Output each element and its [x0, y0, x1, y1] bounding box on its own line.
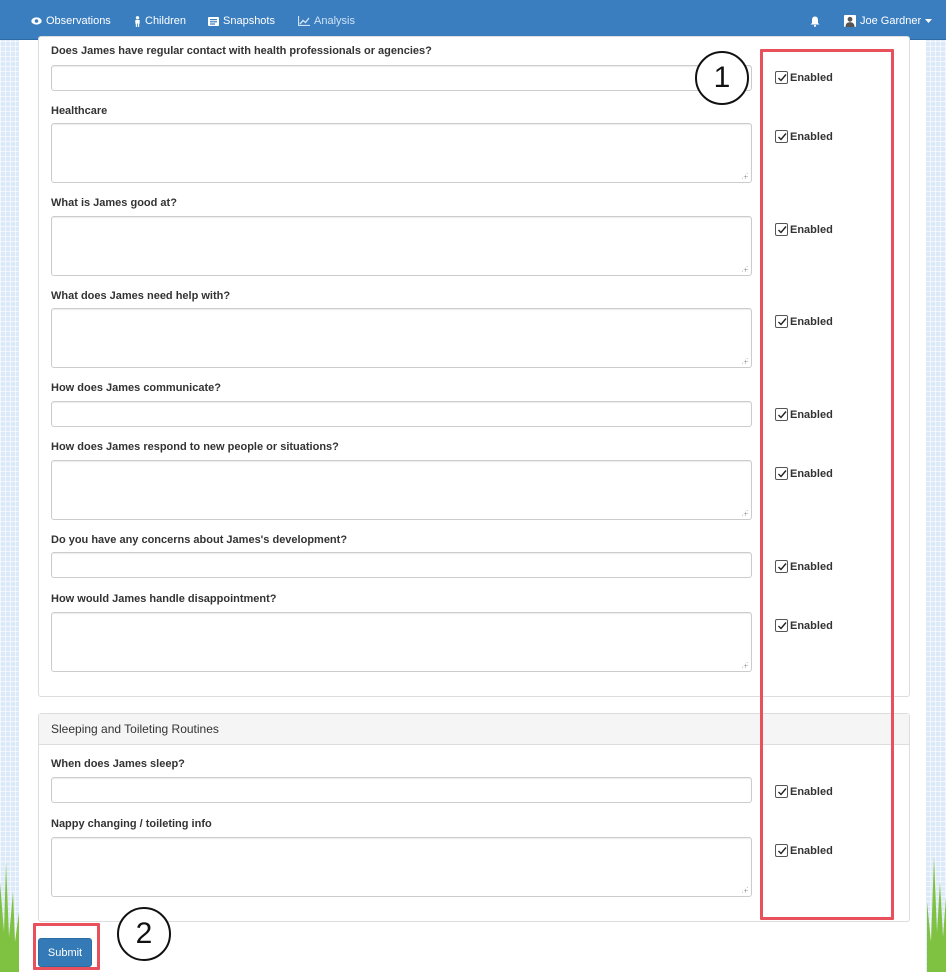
enabled-label: Enabled — [790, 71, 833, 84]
top-navbar — [0, 0, 946, 40]
user-menu[interactable] — [844, 13, 932, 29]
question-label: How does James respond to new people or situations? — [51, 441, 339, 453]
enabled-label: Enabled — [790, 785, 833, 798]
checkbox-checked-icon — [775, 560, 788, 573]
notifications-button[interactable] — [810, 13, 820, 29]
main-content — [19, 40, 926, 972]
question-label: What is James good at? — [51, 197, 177, 209]
enabled-checkbox[interactable] — [775, 408, 833, 421]
child-icon — [134, 16, 141, 27]
question-label: Does James have regular contact with health professionals or agencies? — [51, 45, 432, 57]
nav-children-label: Children — [145, 15, 186, 27]
question-input[interactable] — [51, 401, 752, 427]
grass-decoration-left — [0, 842, 19, 972]
enabled-checkbox[interactable] — [775, 223, 833, 236]
nav-analysis-label: Analysis — [314, 15, 355, 27]
snapshot-icon — [208, 17, 219, 26]
question-textarea[interactable] — [51, 837, 752, 897]
nav-snapshots-label: Snapshots — [223, 15, 275, 27]
enabled-label: Enabled — [790, 223, 833, 236]
callout-1: 1 — [695, 51, 749, 105]
enabled-label: Enabled — [790, 130, 833, 143]
question-textarea[interactable] — [51, 460, 752, 520]
question-label: How would James handle disappointment? — [51, 593, 277, 605]
question-label: What does James need help with? — [51, 290, 231, 302]
caret-down-icon — [925, 19, 932, 23]
question-label: Nappy changing / toileting info — [51, 818, 212, 830]
bell-icon — [810, 16, 820, 27]
nav-observations[interactable] — [31, 13, 111, 29]
question-textarea[interactable] — [51, 308, 752, 368]
question-label: When does James sleep? — [51, 758, 185, 770]
question-input[interactable] — [51, 65, 752, 91]
checkbox-checked-icon — [775, 467, 788, 480]
question-input[interactable] — [51, 552, 752, 578]
enabled-checkbox[interactable] — [775, 130, 833, 143]
nav-children[interactable] — [134, 13, 186, 29]
callout-2: 2 — [117, 907, 171, 961]
user-name: Joe Gardner — [860, 15, 922, 27]
chart-icon — [298, 16, 310, 26]
enabled-checkbox[interactable] — [775, 844, 833, 857]
enabled-label: Enabled — [790, 408, 833, 421]
checkbox-checked-icon — [775, 71, 788, 84]
enabled-checkbox[interactable] — [775, 560, 833, 573]
checkbox-checked-icon — [775, 844, 788, 857]
question-textarea[interactable] — [51, 612, 752, 672]
enabled-checkbox[interactable] — [775, 71, 833, 84]
enabled-label: Enabled — [790, 619, 833, 632]
enabled-checkbox[interactable] — [775, 467, 833, 480]
nav-observations-label: Observations — [46, 15, 111, 27]
question-label: Do you have any concerns about James's development? — [51, 534, 348, 546]
enabled-label: Enabled — [790, 844, 833, 857]
question-textarea[interactable] — [51, 123, 752, 183]
question-label: How does James communicate? — [51, 382, 221, 394]
eye-icon — [31, 17, 42, 25]
question-input[interactable] — [51, 777, 752, 803]
question-label: Healthcare — [51, 105, 108, 117]
checkbox-checked-icon — [775, 315, 788, 328]
question-textarea[interactable] — [51, 216, 752, 276]
grass-decoration-right — [927, 842, 946, 972]
checkbox-checked-icon — [775, 223, 788, 236]
submit-button[interactable]: Submit — [38, 938, 92, 967]
section-title: Sleeping and Toileting Routines — [39, 714, 909, 745]
enabled-label: Enabled — [790, 467, 833, 480]
user-icon — [844, 15, 856, 27]
nav-analysis[interactable] — [298, 13, 355, 29]
enabled-checkbox[interactable] — [775, 785, 833, 798]
checkbox-checked-icon — [775, 619, 788, 632]
enabled-checkbox[interactable] — [775, 315, 833, 328]
enabled-label: Enabled — [790, 315, 833, 328]
checkbox-checked-icon — [775, 130, 788, 143]
checkbox-checked-icon — [775, 408, 788, 421]
checkbox-checked-icon — [775, 785, 788, 798]
enabled-checkbox[interactable] — [775, 619, 833, 632]
nav-snapshots[interactable] — [208, 13, 275, 29]
enabled-label: Enabled — [790, 560, 833, 573]
